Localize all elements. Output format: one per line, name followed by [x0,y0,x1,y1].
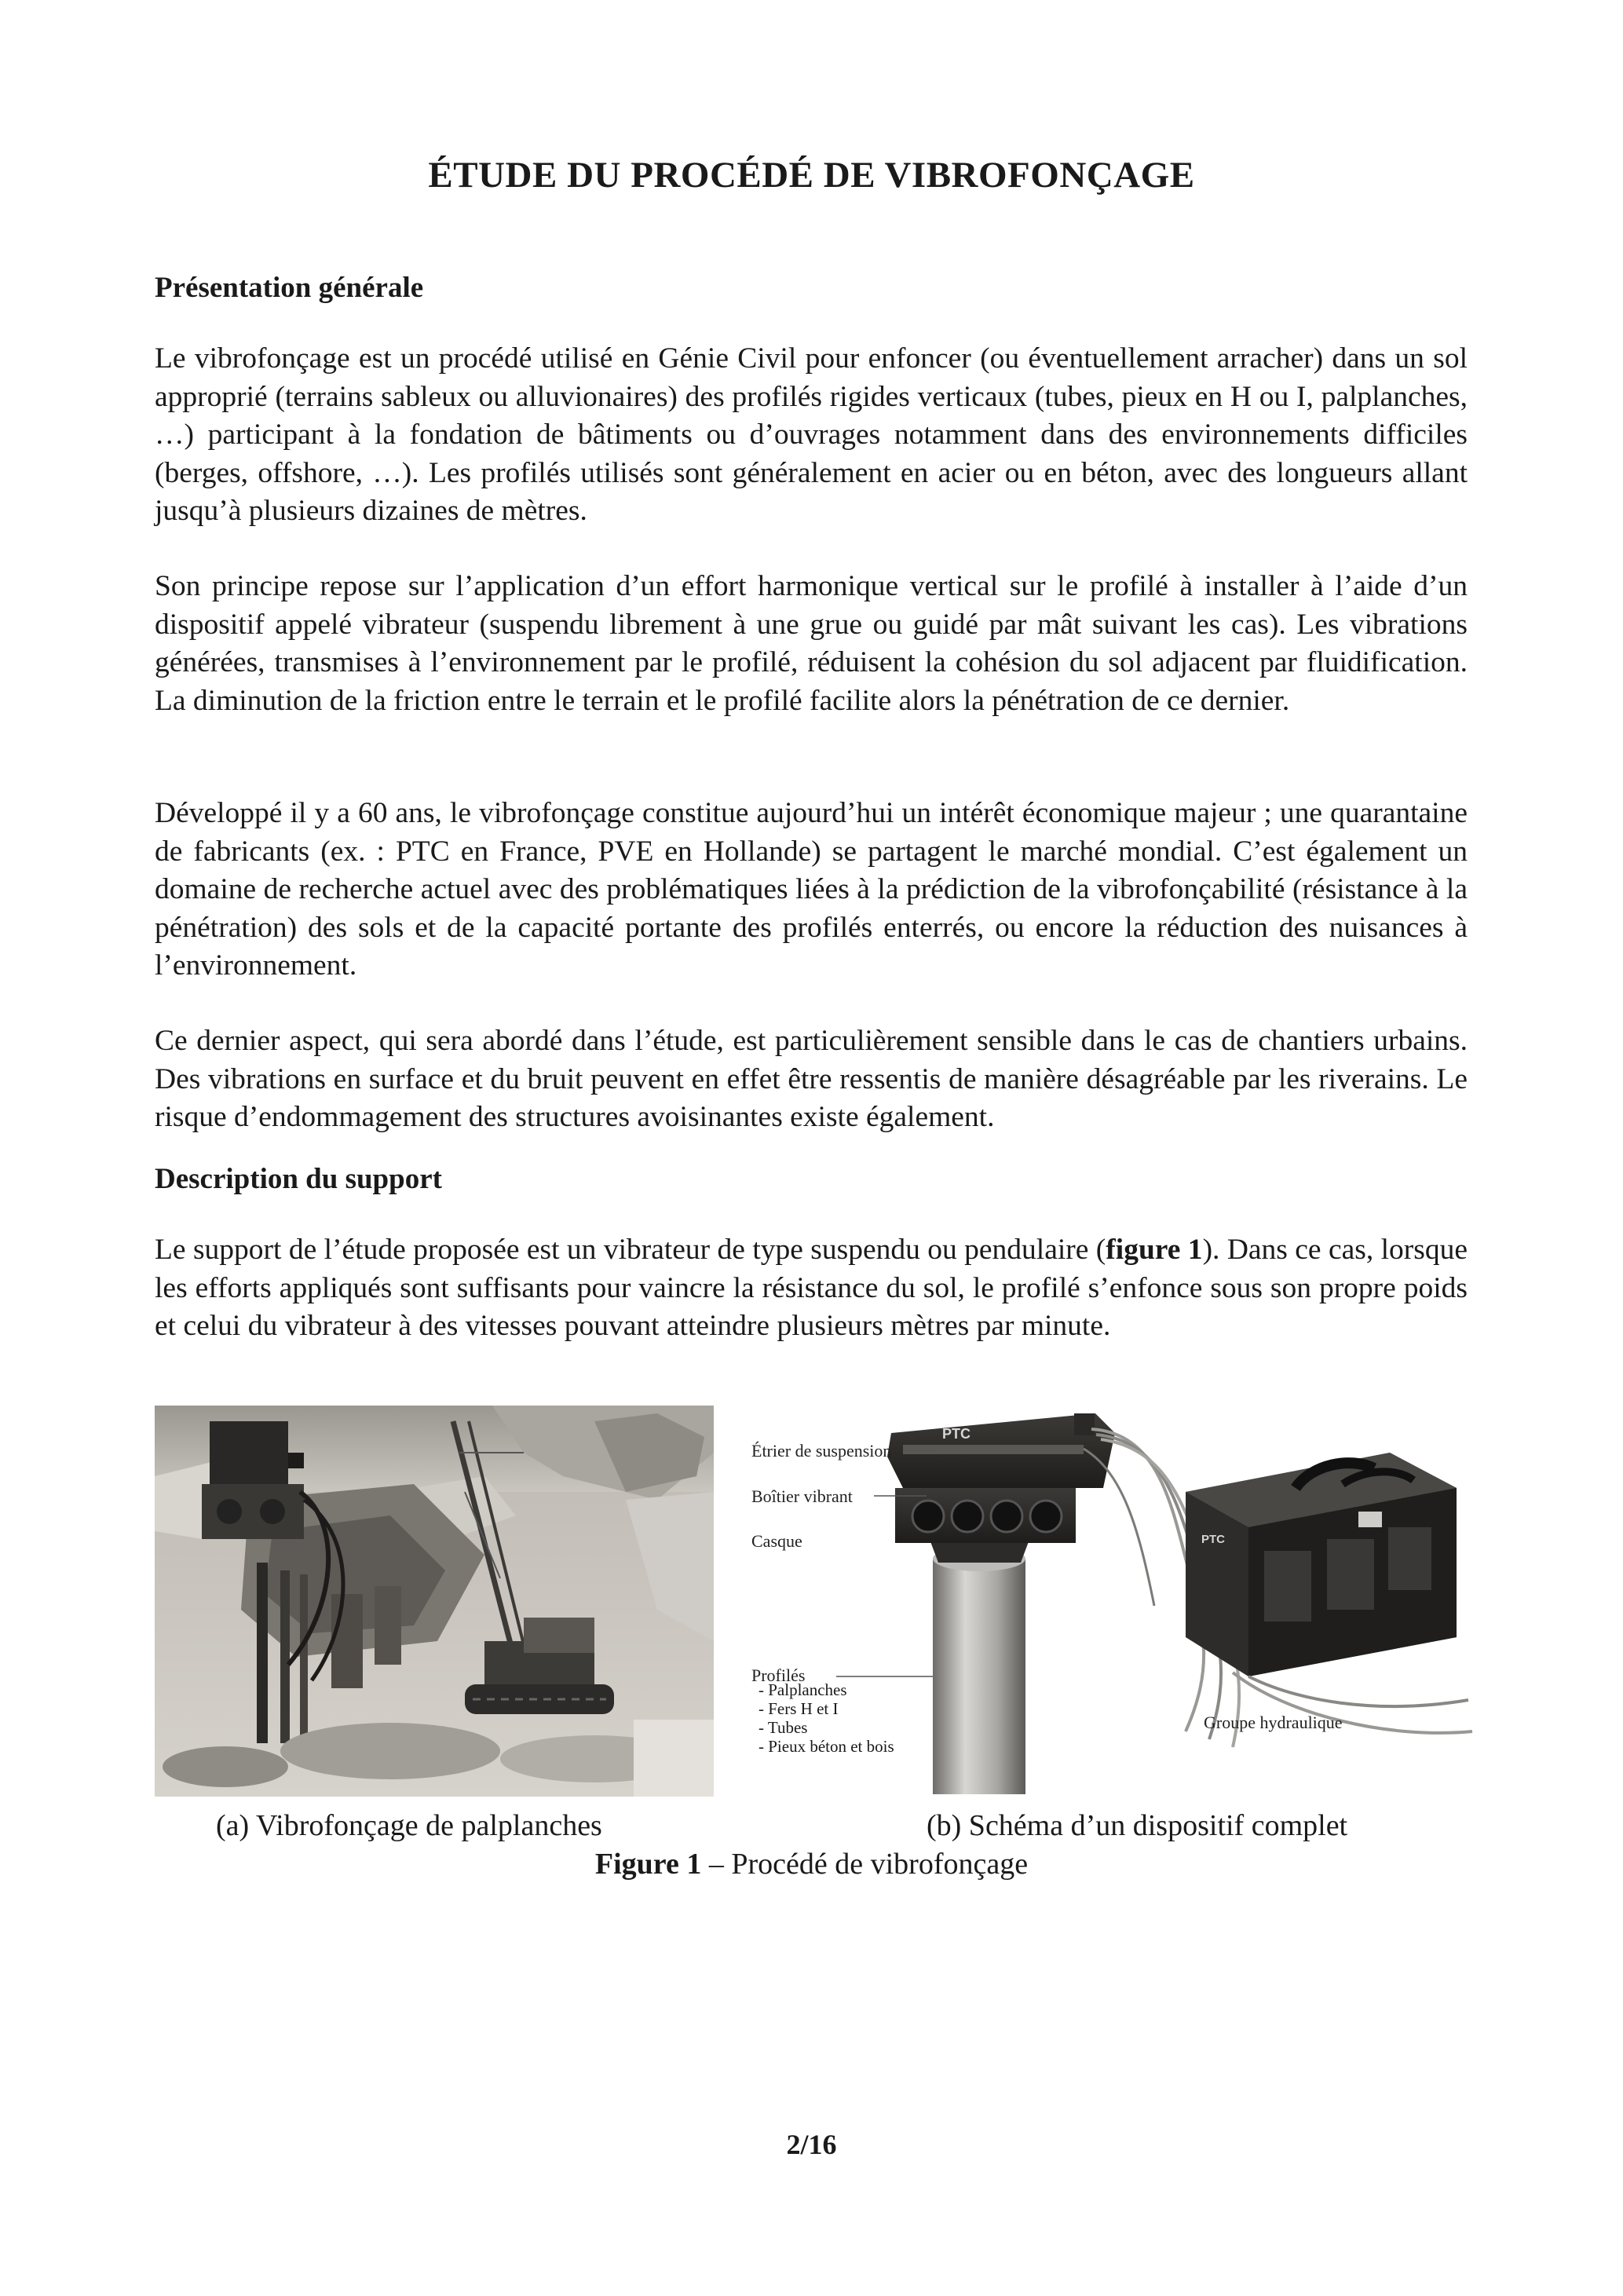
figure-caption-text: – Procédé de vibrofonçage [701,1848,1029,1881]
support-text-end: ). Dans ce cas, lorsque les efforts appliqués sont suffisants pour vaincre la résistance du sol, le profilé s’enfonce sous son propre poids et celui du vibrateur à des vitesses pouvant atteindre plusieurs mètres par minute. [155,1234,1468,1342]
profile-types-list [758,1680,894,1756]
figure-caption-label: Figure 1 [594,1848,702,1881]
support-text-start: Le support de l’étude proposée est un vibrateur de type suspendu ou pendulaire ( [155,1234,1106,1266]
ptc-logo-pack: PTC [1201,1533,1225,1546]
section-heading-presentation: Présentation générale [155,272,424,304]
page-title: ÉTUDE DU PROCÉDÉ DE VIBROFONÇAGE [428,155,1195,196]
ptc-logo-top: PTC [942,1426,971,1442]
label-boitier-vibrant: Boîtier vibrant [751,1486,853,1506]
paragraph-presentation-1: Le vibrofonçage est un procédé utilisé en Génie Civil pour enfoncer (ou éventuellement arracher) dans un sol approprié (terrains sableux ou alluvionaires) des profilés rigides verticaux (tubes, pieux en H ou I, palplanches, …) participant à la fondation de bâtiments ou d’ouvrages notamment dans des environnements difficiles (berges, offshore, …). Les profilés utilisés sont généralement en acier ou en béton, avec des longueurs allant jusqu’à plusieurs dizaines de mètres. [155,342,1468,527]
paragraph-presentation-3: Développé il y a 60 ans, le vibrofonçage constitue aujourd’hui un intérêt économique majeur ; une quarantaine de fabricants (ex. : PTC en France, PVE en Hollande) se partagent le marché mondial. C’est également un domaine de recherche actuel avec des problématiques liées à la prédiction de la vibrofonçabilité (résistance à la pénétration) des sols et de la capacité portante des profilés enterrés, ou encore la réduction des nuisances à l’environnement. [155,797,1468,982]
profile-type-item: - Palplanches [758,1680,847,1699]
label-profiles: Profilés [751,1665,806,1685]
page-number: 2/16 [786,2129,837,2160]
profile-type-item: - Fers H et I [758,1699,839,1718]
paragraph-support-1 [155,1231,1468,1346]
caption-b: (b) Schéma d’un dispositif complet [927,1809,1348,1842]
figure-reference: figure 1 [1106,1234,1203,1266]
section-heading-support: Description du support [155,1163,442,1195]
paragraph-presentation-2: Son principe repose sur l’application d’un effort harmonique vertical sur le profilé à installer à l’aide d’un dispositif appelé vibrateur (suspendu librement à une grue ou guidé par mât suivant les cas). Les vibrations générées, transmises à l’environnement par le profilé, réduisent la cohésion du sol adjacent par fluidification. La diminution de la friction entre le terrain et le profilé facilite alors la pénétration de ce dernier. [155,570,1468,717]
label-groupe-hydraulique: Groupe hydraulique [1204,1713,1343,1732]
figure-a-photo [155,1406,714,1797]
construction-site-image [155,1406,714,1797]
profile-type-item: - Pieux béton et bois [758,1737,894,1756]
label-etrier-suspension: Étrier de suspension [751,1441,892,1461]
caption-a: (a) Vibrofonçage de palplanches [216,1809,602,1842]
label-casque: Casque [751,1531,802,1551]
paragraph-presentation-4: Ce dernier aspect, qui sera abordé dans l’étude, est particulièrement sensible dans le cas de chantiers urbains. Des vibrations en surface et du bruit peuvent en effet être ressentis de manière désagréable par les riverains. Le risque d’endommagement des structures avoisinantes existe également. [155,1025,1468,1133]
figure-caption [0,1847,1623,1881]
profile-type-item: - Tubes [758,1718,808,1737]
